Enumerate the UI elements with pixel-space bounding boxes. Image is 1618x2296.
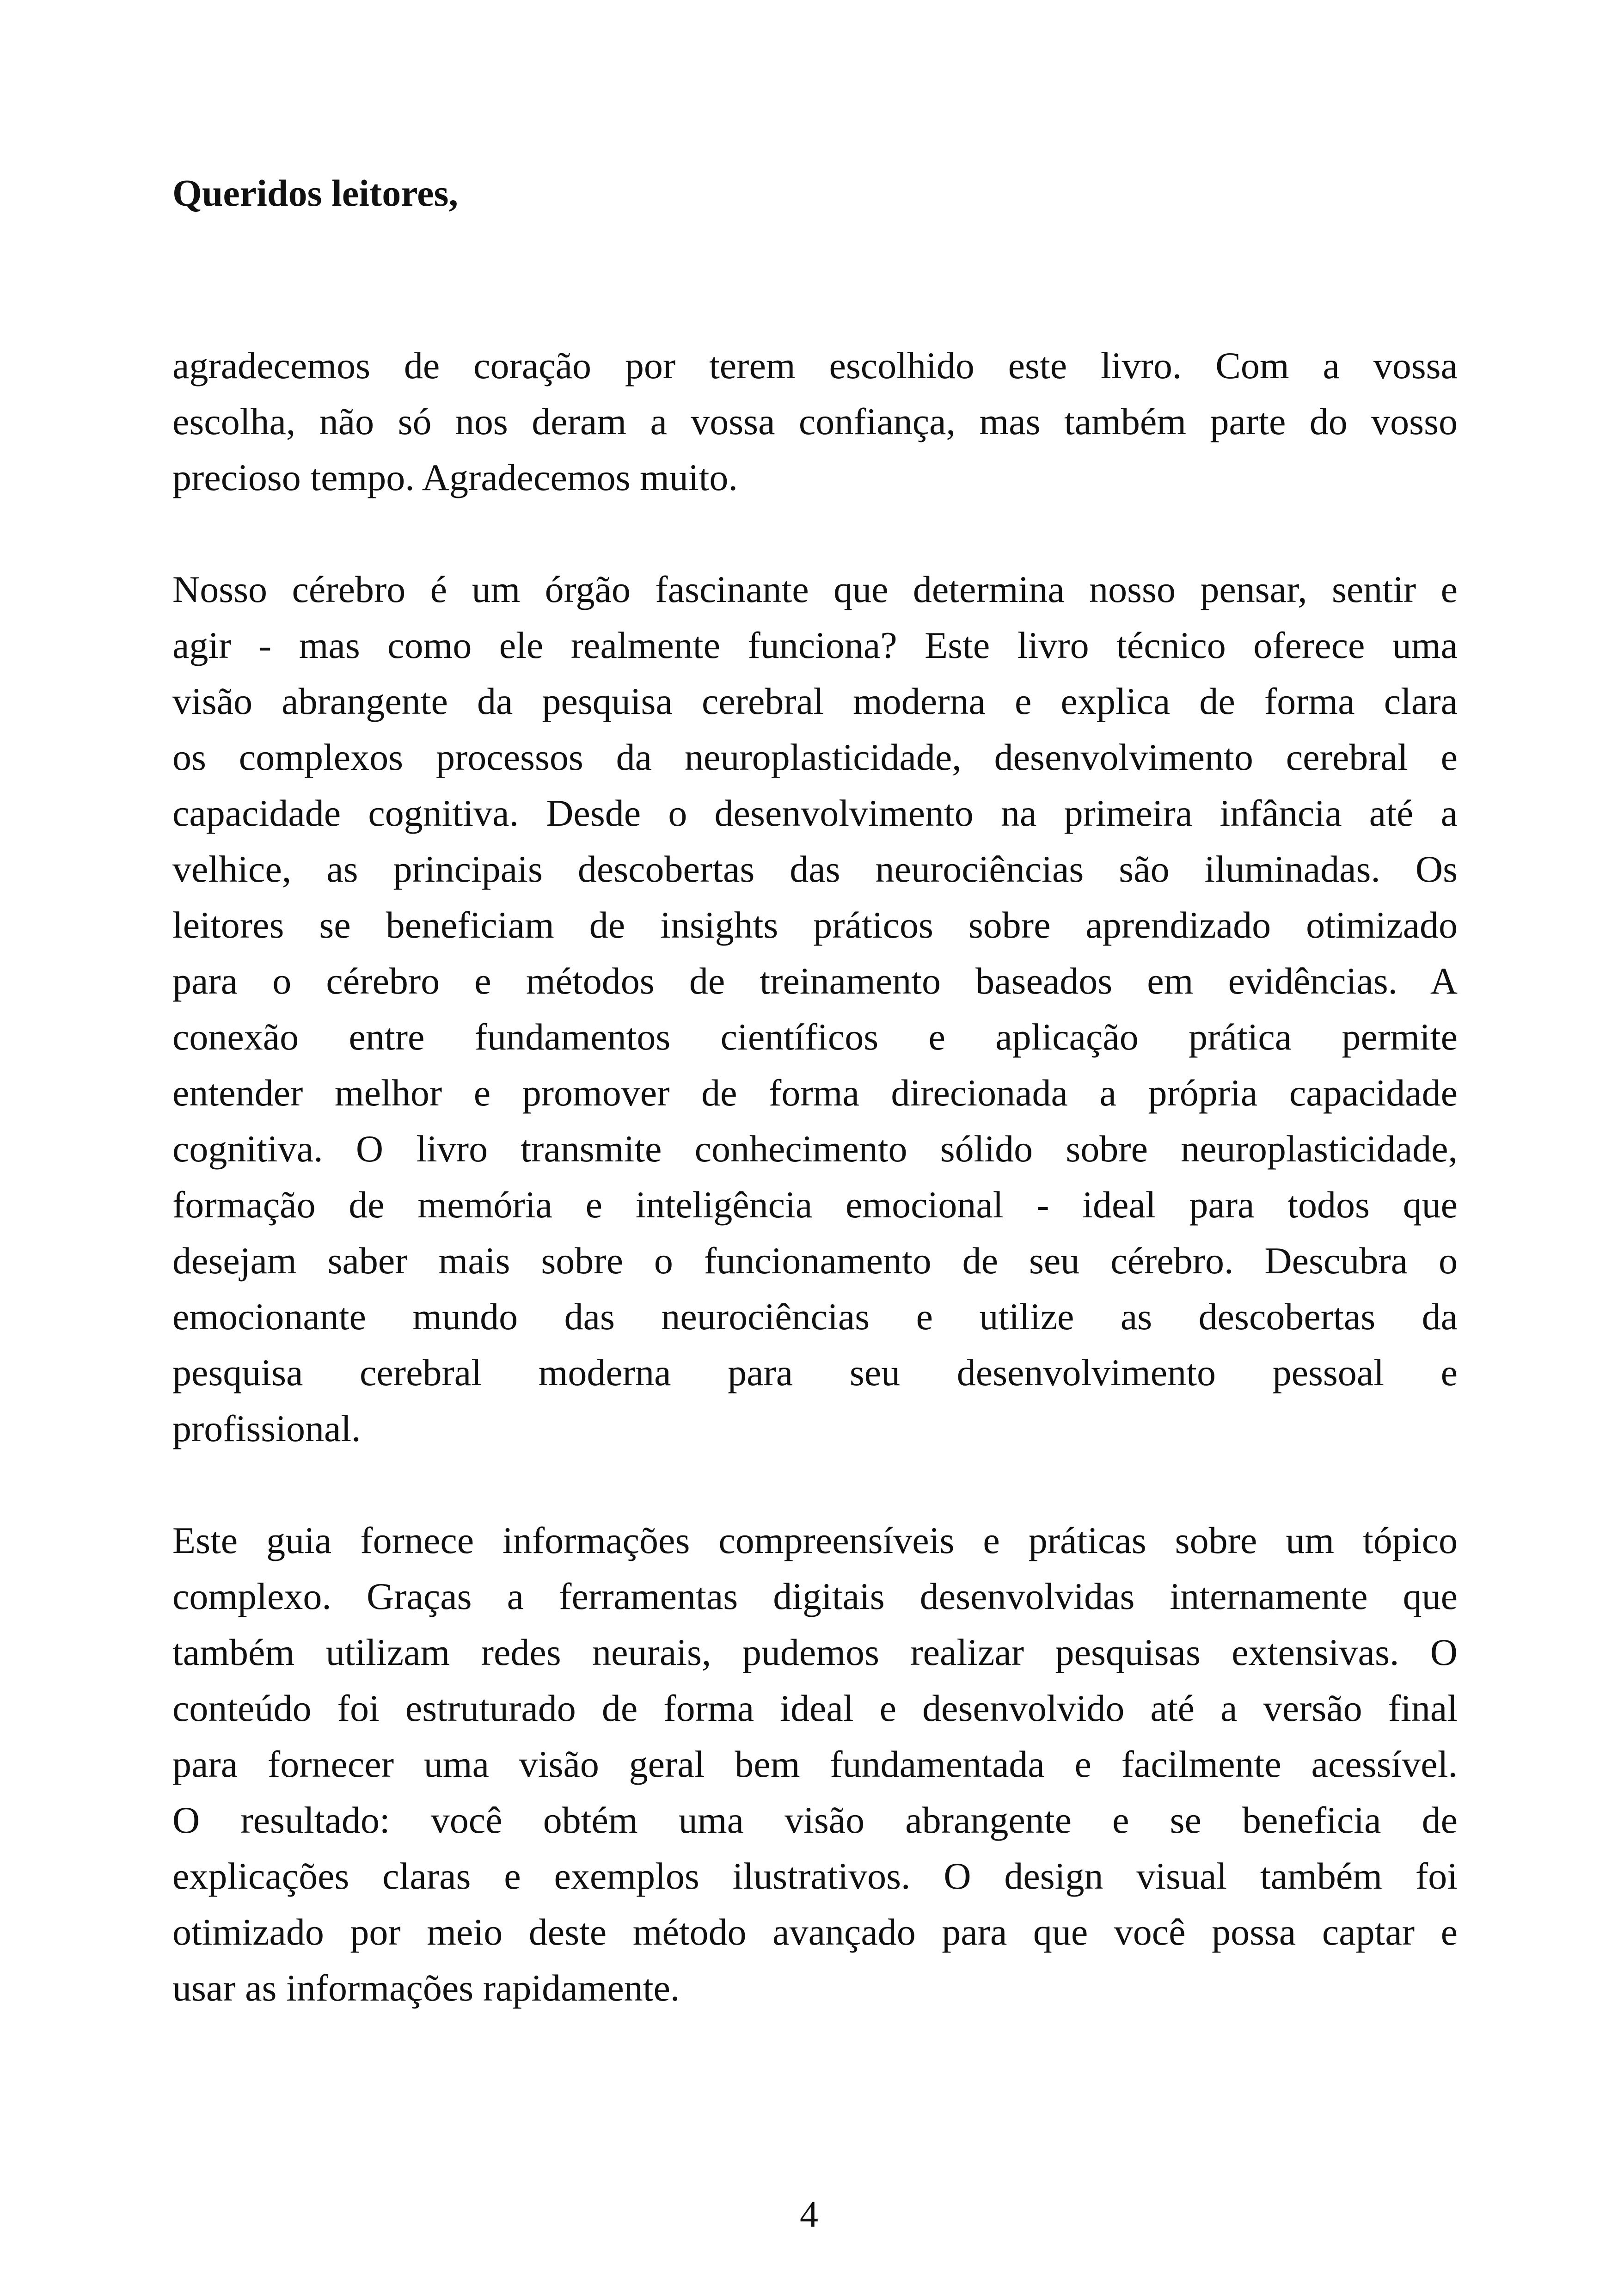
text-line: O resultado: você obtém uma visão abrangente e se beneficia de — [172, 1799, 1458, 1841]
text-line: velhice, as principais descobertas das neurociências são iluminadas. Os — [172, 848, 1458, 890]
text-line: leitores se beneficiam de insights práticos sobre aprendizado otimizado — [172, 904, 1458, 946]
text-line: complexo. Graças a ferramentas digitais desenvolvidas internamente que — [172, 1575, 1458, 1617]
paragraph-guide-info — [172, 1512, 1458, 2016]
text-line: profissional. — [172, 1407, 361, 1449]
text-line: conteúdo foi estruturado de forma ideal e desenvolvido até a versão final — [172, 1687, 1458, 1729]
text-line: Este guia fornece informações compreensíveis e práticas sobre um tópico — [172, 1519, 1458, 1561]
text-line: agir - mas como ele realmente funciona? Este livro técnico oferece uma — [172, 624, 1458, 666]
text-line: otimizado por meio deste método avançado para que você possa captar e — [172, 1911, 1458, 1953]
text-line: emocionante mundo das neurociências e utilize as descobertas da — [172, 1295, 1458, 1338]
text-line: agradecemos de coração por terem escolhido este livro. Com a vossa — [172, 344, 1458, 387]
text-line: usar as informações rapidamente. — [172, 1967, 680, 2009]
paragraph-thanks — [172, 338, 1458, 505]
paragraph-book-description — [172, 561, 1458, 1456]
text-line: conexão entre fundamentos científicos e aplicação prática permite — [172, 1016, 1458, 1058]
text-line: entender melhor e promover de forma direcionada a própria capacidade — [172, 1072, 1458, 1114]
text-line: formação de memória e inteligência emocional - ideal para todos que — [172, 1184, 1458, 1226]
text-line: os complexos processos da neuroplasticidade, desenvolvimento cerebral e — [172, 736, 1458, 778]
letter-body — [172, 338, 1458, 2072]
text-line: pesquisa cerebral moderna para seu desenvolvimento pessoal e — [172, 1351, 1458, 1394]
text-line: também utilizam redes neurais, pudemos realizar pesquisas extensivas. O — [172, 1631, 1458, 1673]
text-line: desejam saber mais sobre o funcionamento de seu cérebro. Descubra o — [172, 1240, 1458, 1282]
text-line: visão abrangente da pesquisa cerebral moderna e explica de forma clara — [172, 680, 1458, 722]
text-line: capacidade cognitiva. Desde o desenvolvimento na primeira infância até a — [172, 792, 1458, 834]
text-line: Nosso cérebro é um órgão fascinante que determina nosso pensar, sentir e — [172, 568, 1458, 610]
text-line: explicações claras e exemplos ilustrativos. O design visual também foi — [172, 1855, 1458, 1897]
text-line: escolha, não só nos deram a vossa confiança, mas também parte do vosso — [172, 400, 1458, 442]
text-line: para fornecer uma visão geral bem fundamentada e facilmente acessível. — [172, 1743, 1458, 1785]
text-line: cognitiva. O livro transmite conhecimento sólido sobre neuroplasticidade, — [172, 1128, 1458, 1170]
text-line: para o cérebro e métodos de treinamento baseados em evidências. A — [172, 960, 1458, 1002]
page-number: 4 — [800, 2194, 818, 2235]
text-line: precioso tempo. Agradecemos muito. — [172, 456, 738, 498]
letter-greeting: Queridos leitores, — [172, 172, 458, 214]
